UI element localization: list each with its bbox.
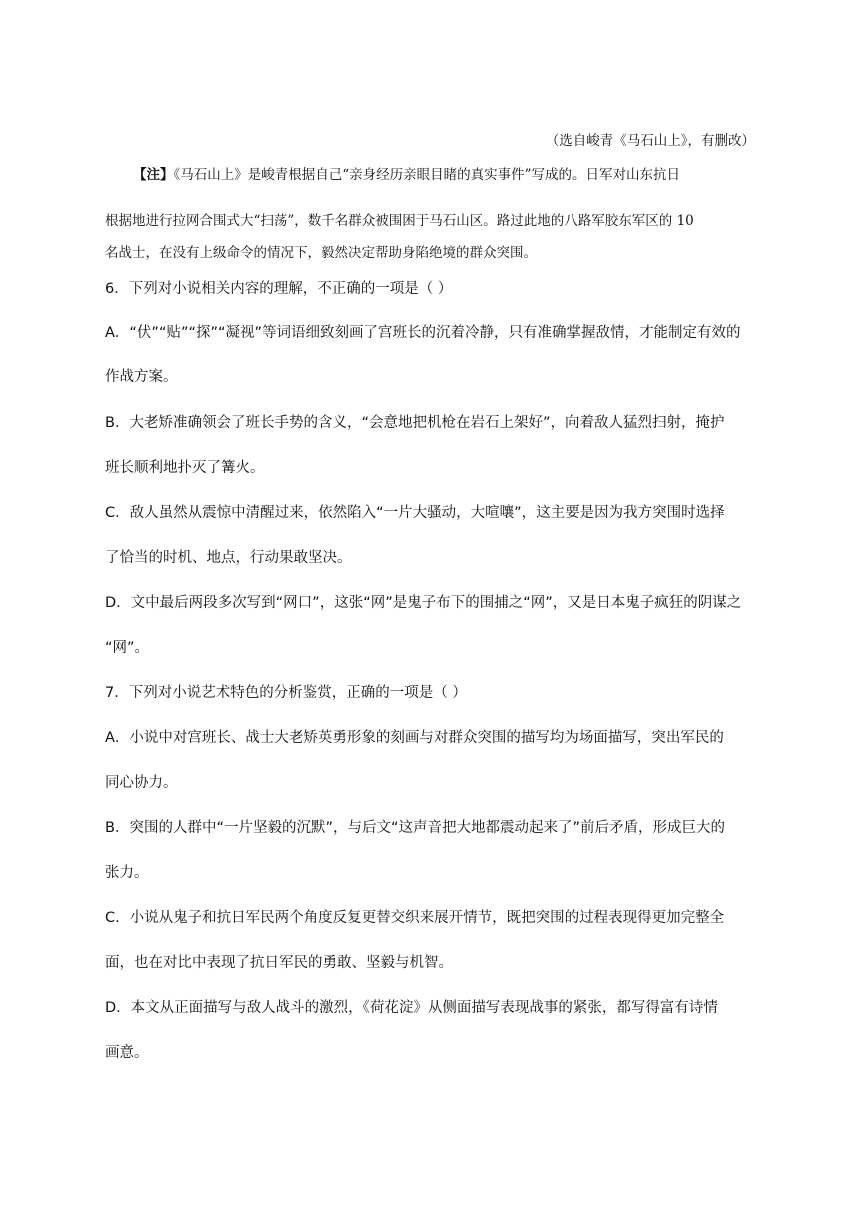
question-7-stem: 7．下列对小说艺术特色的分析鉴赏，正确的一项是（ ）	[105, 685, 467, 701]
question-7-option-b-line-2: 张力。	[105, 865, 149, 881]
question-6-option-b-line-1: B．大老矫准确领会了班长手势的含义，“会意地把机枪在岩石上架好”，向着敌人猛烈扫射，掩护	[105, 415, 725, 431]
source-citation: （选自峻青《马石山上》，有删改）	[545, 133, 755, 149]
question-7-option-a-line-1: A．小说中对宫班长、战士大老矫英勇形象的刻画与对群众突围的描写均为场面描写，突出军民的	[105, 730, 724, 746]
question-6-option-d-line-1: D．文中最后两段多次写到“网口”，这张“网”是鬼子布下的围捕之“网”，又是日本鬼子疯狂的阴谋之	[105, 595, 742, 611]
note-text: 《马石山上》是峻青根据自己“亲身经历亲眼目睹的真实事件”写成的。日军对山东抗日	[173, 167, 681, 183]
question-7-option-d-line-2: 画意。	[105, 1045, 149, 1061]
question-7-option-c-line-2: 面，也在对比中表现了抗日军民的勇敢、坚毅与机智。	[105, 955, 453, 971]
question-6-stem: 6．下列对小说相关内容的理解，不正确的一项是（ ）	[105, 281, 453, 297]
question-6-option-a-line-1: A．“伏”“贴”“探”“凝视”等词语细致刻画了宫班长的沉着冷静，只有准确掌握敌情，才能制定有效的	[105, 325, 741, 341]
question-6-option-a-line-2: 作战方案。	[105, 369, 178, 385]
note-line-2: 根据地进行拉网合围式大“扫荡”，数千名群众被围困于马石山区。路过此地的八路军胶东军区的 10	[105, 213, 694, 229]
question-6-option-b-line-2: 班长顺利地扑灭了篝火。	[105, 460, 265, 476]
question-7-option-a-line-2: 同心协力。	[105, 775, 178, 791]
note-line-1	[133, 165, 763, 185]
note-tag: 【注】	[133, 167, 174, 183]
question-7-option-c-line-1: C．小说从鬼子和抗日军民两个角度反复更替交织来展开情节，既把突围的过程表现得更加完整全	[105, 910, 725, 926]
question-7-option-d-line-1: D．本文从正面描写与敌人战斗的激烈，《荷花淀》从侧面描写表现战事的紧张，都写得富有诗情	[105, 1000, 718, 1016]
question-6-option-d-line-2: “网”。	[105, 640, 150, 656]
question-7-option-b-line-1: B．突围的人群中“一片坚毅的沉默”，与后文“这声音把大地都震动起来了”前后矛盾，形成巨大的	[105, 820, 725, 836]
question-6-option-c-line-1: C．敌人虽然从震惊中清醒过来，依然陷入“一片大骚动，大喧嚷”，这主要是因为我方突围时选择	[105, 505, 725, 521]
note-line-3: 名战士，在没有上级命令的情况下，毅然决定帮助身陷绝境的群众突围。	[105, 245, 537, 261]
question-6-option-c-line-2: 了恰当的时机、地点，行动果敢坚决。	[105, 550, 352, 566]
